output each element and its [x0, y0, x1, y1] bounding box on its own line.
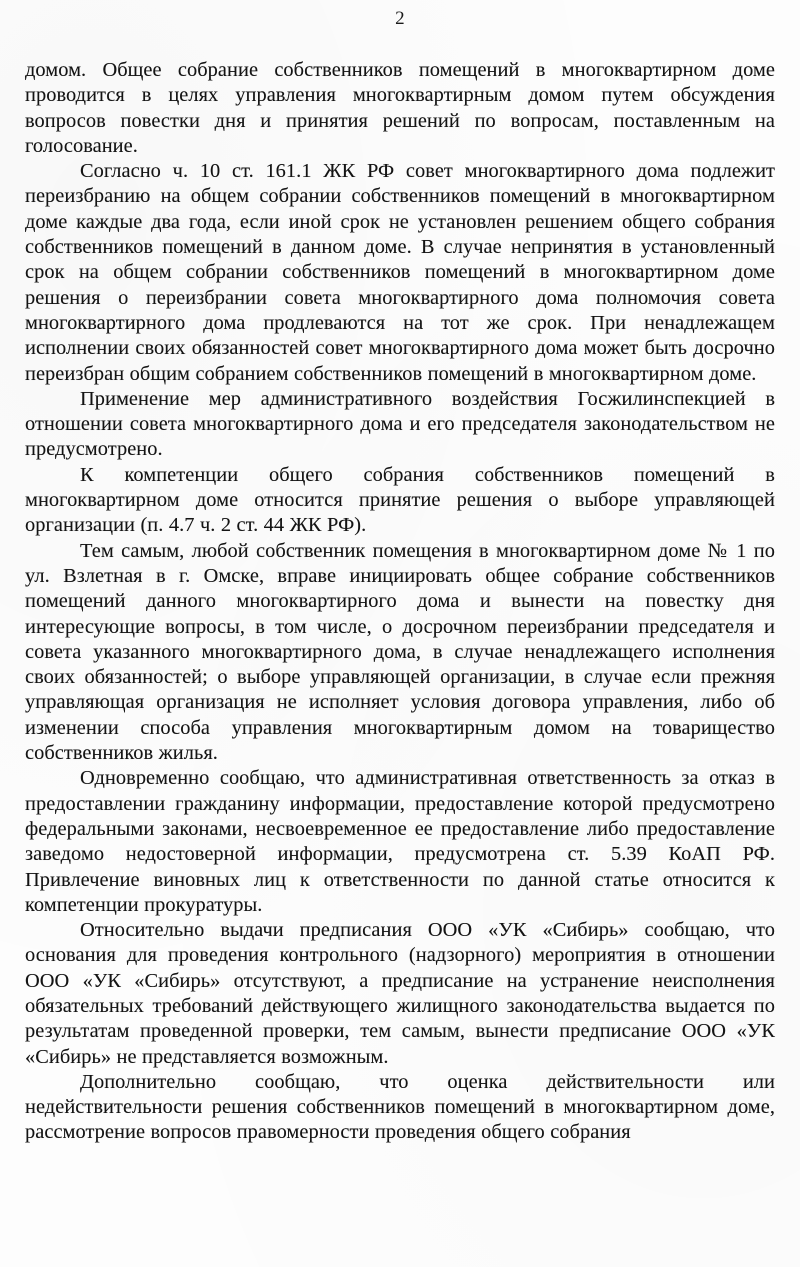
- document-body: [25, 58, 775, 1146]
- paragraph-5: Тем самым, любой собственник помещения в многоквартирном доме № 1 по ул. Взлетная в г. Омске, вправе инициировать общее собрание собственников помещений данного многоквартирного дома и вынести на повестку дня интересующие вопросы, в том числе, о досрочном переизбрании председателя и совета указанного многоквартирного дома, в случае ненадлежащего исполнения своих обязанностей; о выборе управляющей организации, в случае если прежняя управляющая организация не исполняет условия договора управления, либо об изменении способа управления многоквартирным домом на товарищество собственников жилья.: [25, 539, 775, 765]
- paragraph-3: Применение мер административного воздействия Госжилинспекцией в отношении совета многоквартирного дома и его председателя законодательством не предусмотрено.: [25, 387, 775, 461]
- paragraph-2: Согласно ч. 10 ст. 161.1 ЖК РФ совет многоквартирного дома подлежит переизбранию на общем собрании собственников помещений в многоквартирном доме каждые два года, если иной срок не установлен решением общего собрания собственников помещений в данном доме. В случае непринятия в установленный срок на общем собрании собственников помещений в многоквартирном доме решения о переизбрании совета многоквартирного дома полномочия совета многоквартирного дома продлеваются на тот же срок. При ненадлежащем исполнении своих обязанностей совет многоквартирного дома может быть досрочно переизбран общим собранием собственников помещений в многоквартирном доме.: [25, 160, 775, 385]
- page-number: 2: [395, 8, 405, 29]
- paragraph-4: К компетенции общего собрания собственников помещений в многоквартирном доме относится принятие решения о выборе управляющей организации (п. 4.7 ч. 2 ст. 44 ЖК РФ).: [25, 463, 775, 537]
- paragraph-7: Относительно выдачи предписания ООО «УК «Сибирь» сообщаю, что основания для проведения контрольного (надзорного) мероприятия в отношении ООО «УК «Сибирь» отсутствуют, а предписание на устранение неисполнения обязательных требований действующего жилищного законодательства выдается по результатам проведенной проверки, тем самым, вынести предписание ООО «УК «Сибирь» не представляется возможным.: [25, 919, 775, 1068]
- paragraph-6: Одновременно сообщаю, что административная ответственность за отказ в предоставлении гражданину информации, предоставление которой предусмотрено федеральными законами, несвоевременное ее предоставление либо предоставление заведомо недостоверной информации, предусмотрена ст. 5.39 КоАП РФ. Привлечение виновных лиц к ответственности по данной статье относится к компетенции прокуратуры.: [25, 767, 775, 916]
- paragraph-1: домом. Общее собрание собственников помещений в многоквартирном доме проводится в целях управления многоквартирным домом путем обсуждения вопросов повестки дня и принятия решений по вопросам, поставленным на голосование.: [25, 59, 775, 157]
- paragraph-8: Дополнительно сообщаю, что оценка действительности или недействительности решения собственников помещений в многоквартирном доме, рассмотрение вопросов правомерности проведения общего собрания: [25, 1070, 775, 1144]
